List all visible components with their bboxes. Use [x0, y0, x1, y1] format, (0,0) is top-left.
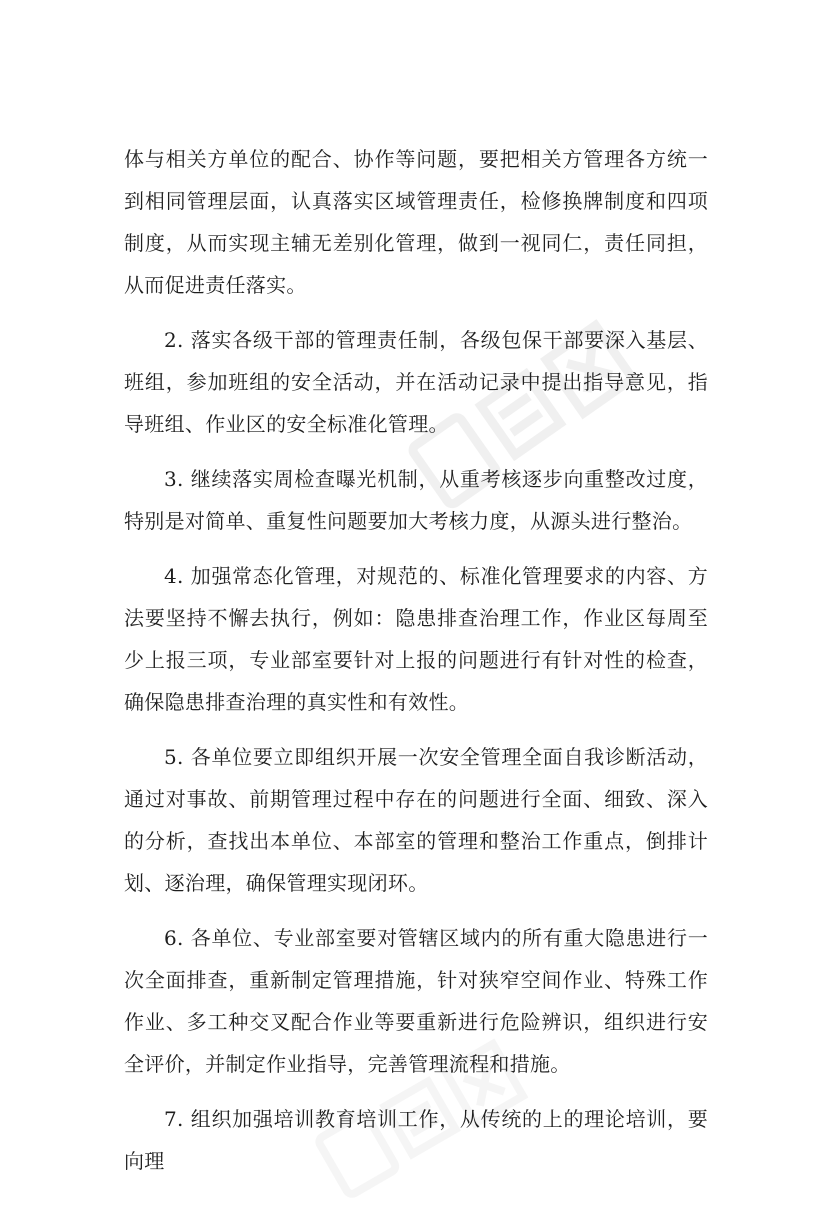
paragraph-continuation: 体与相关方单位的配合、协作等问题，要把相关方管理各方统一到相同管理层面，认真落实区域管理责任，检修换牌制度和四项制度，从而实现主辅无差别化管理，做到一视同仁，责任同担，从而促进责任落实。: [124, 147, 708, 297]
paragraph-item-6: 6. 各单位、专业部室要对管辖区域内的所有重大隐患进行一次全面排查，重新制定管理措施，针对狭窄空间作业、特殊工作作业、多工种交叉配合作业等要重新进行危险辨识，组织进行安全评价，并制定作业指导，完善管理流程和措施。: [124, 926, 708, 1076]
paragraph-item-2: 2. 落实各级干部的管理责任制，各级包保干部要深入基层、班组，参加班组的安全活动，并在活动记录中提出指导意见，指导班组、作业区的安全标准化管理。: [124, 328, 708, 436]
paragraph-item-5: 5. 各单位要立即组织开展一次安全管理全面自我诊断活动，通过对事故、前期管理过程中存在的问题进行全面、细致、深入的分析，查找出本单位、本部室的管理和整治工作重点，倒排计划、逐治理，确保管理实现闭环。: [124, 745, 708, 895]
paragraph-item-4: 4. 加强常态化管理，对规范的、标准化管理要求的内容、方法要坚持不懈去执行，例如：隐患排查治理工作，作业区每周至少上报三项，专业部室要针对上报的问题进行有针对性的检查，确保隐患排查治理的真实性和有效性。: [124, 564, 708, 714]
paragraph-item-3: 3. 继续落实周检查曝光机制，从重考核逐步向重整改过度，特别是对简单、重复性问题要加大考核力度，从源头进行整治。: [124, 467, 708, 533]
document-body: [124, 138, 708, 1195]
paragraph-item-7: 7. 组织加强培训教育培训工作，从传统的上的理论培训，要向理: [124, 1107, 708, 1173]
